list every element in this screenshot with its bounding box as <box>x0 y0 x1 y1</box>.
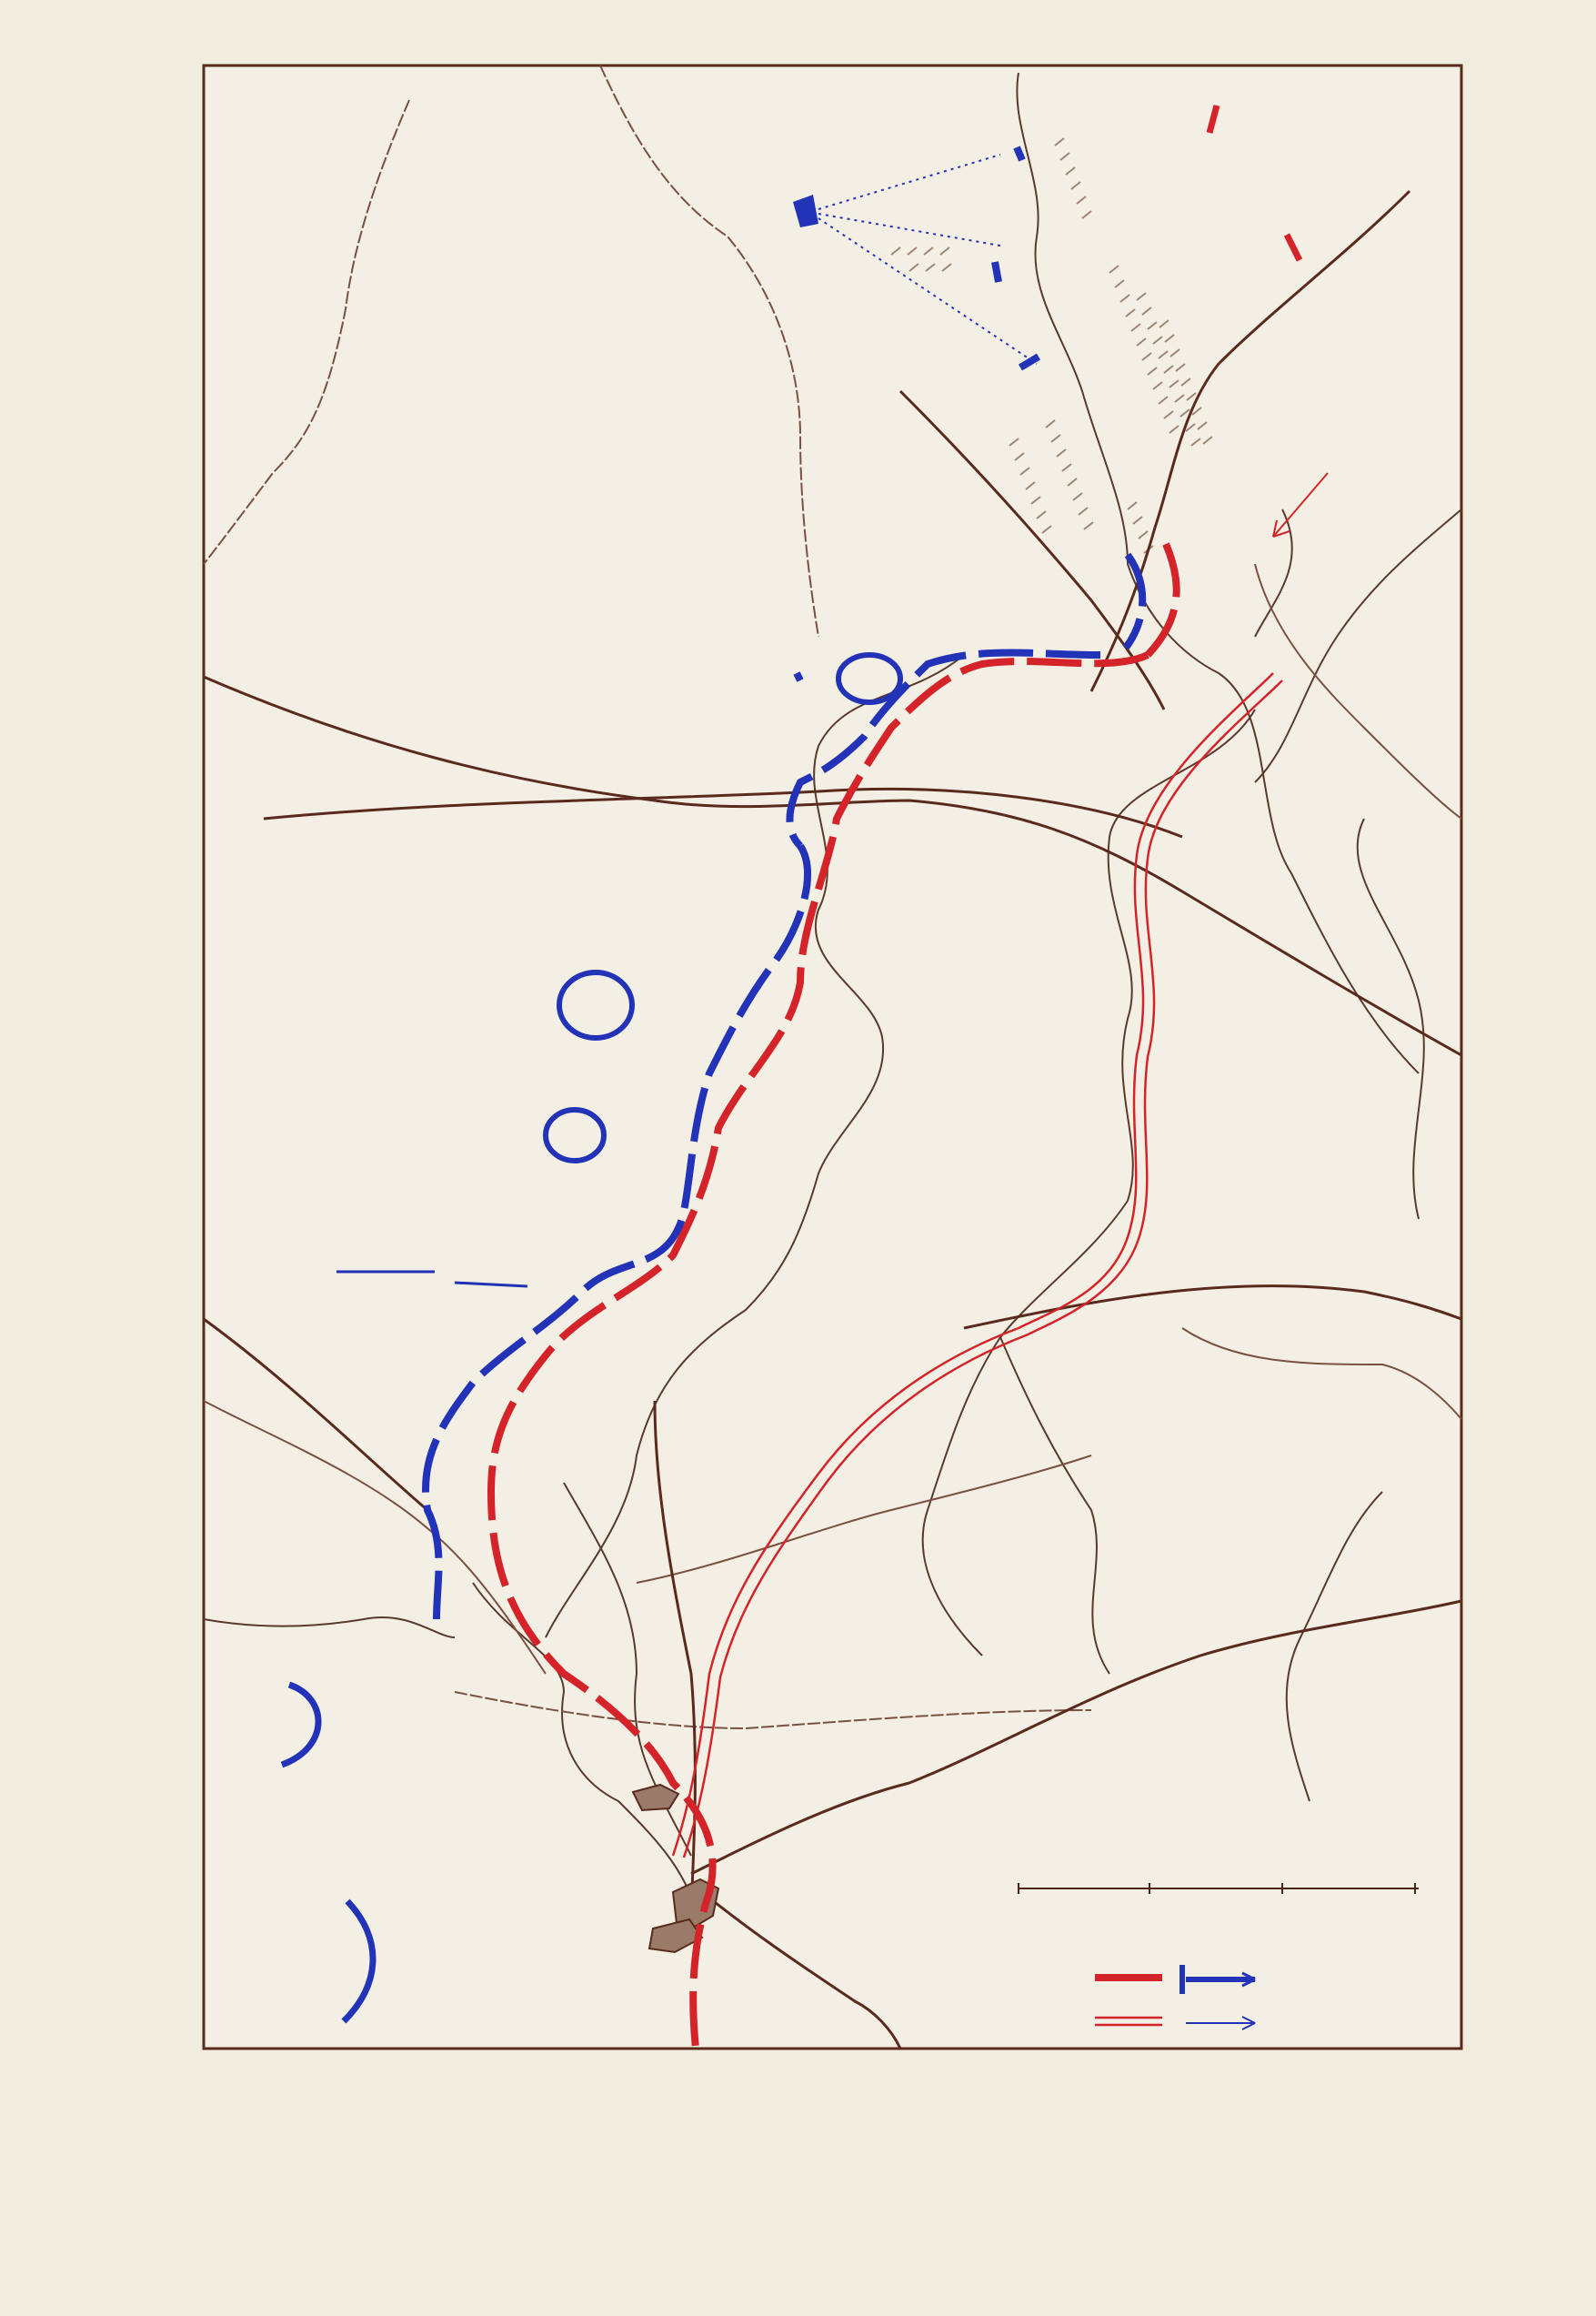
map-frame <box>204 65 1461 2049</box>
